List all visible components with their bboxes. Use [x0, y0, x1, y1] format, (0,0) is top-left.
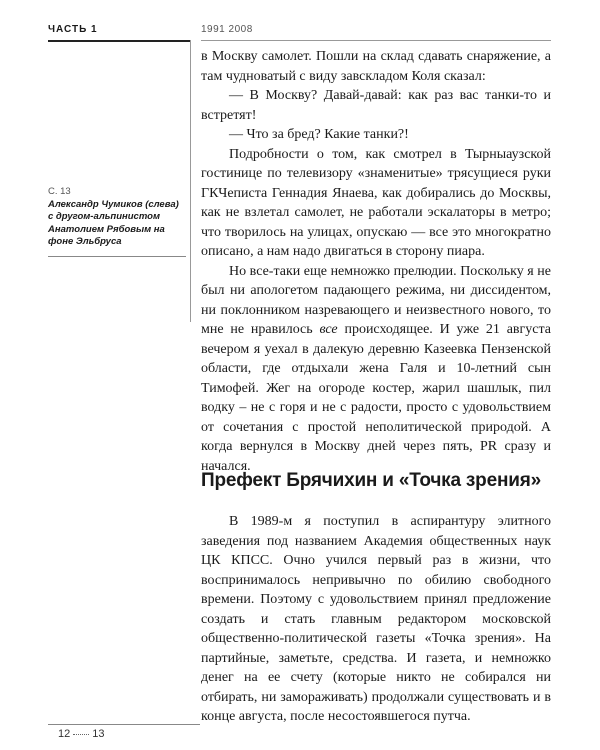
header-rule-main — [201, 40, 551, 41]
footer-rule — [48, 724, 200, 725]
page-number-separator — [73, 734, 89, 735]
dialogue-line: — В Москву? Давай-давай: как раз вас танки-то и встретят! — [201, 88, 551, 123]
section-heading: Префект Брячихин и «Точка зрения» — [201, 470, 541, 491]
emphasis: все — [319, 322, 338, 337]
section-header: ЧАСТЬ 1 — [48, 24, 98, 35]
margin-divider — [190, 40, 191, 322]
paragraph: Подробности о том, как смотрел в Тырныаузской гостинице по телевизору «знаменитые» трясущиеся руки ГКЧеписта Геннадия Янаева, как добирались до Москвы, как не взлетал самолет, не работали эскалаторы в метро; что творилось на улицах, опускаю — все это многократно описано, а нам надо двигаться в сторону пиара. — [201, 146, 551, 259]
margin-note — [48, 186, 186, 257]
paragraph: В 1989-м я поступил в аспирантуру элитного заведения под названием Академия общественных наук ЦК КПСС. Очно учился первый раз в жизни, что воспринималось непривычно по обилию свободного времени. Поэтому с удовольствием принял предложение создать и стать главным редактором московской общественно-политической газеты «Точка зрения». На партийные, заметьте, средства. И газета, и немножко денег на ее счету (которые никто не собирался ни отбирать, ни замораживать) продолжали существовать и в конце августа, после несостоявшегося путча. — [201, 514, 551, 724]
page-numbers — [58, 728, 105, 740]
page-number-right: 13 — [92, 728, 105, 740]
text-span: Но все-таки еще немножко прелюдии. Поскольку я не был ни апологетом падающего режима, ни диссидентом, ни поклонником назревающего и неизвестного нового, то мне не нравилось — [201, 263, 551, 337]
margin-page-ref: С. 13 — [48, 186, 71, 197]
section-text-column — [201, 512, 551, 727]
text-span: происходящее. И уже 21 августа вечером я уехал в далекую деревню Казеевка Пензенской области, где отдыхали жена Галя и 10-летний сын Тимофей. Жег на огороде костер, жарил шашлык, пил водку – не с горя и не с радости, просто с удовольствием от сочетания с простой неполитической природой. А когда вернулся в Москву дней через пять, PR сразу и начался. — [201, 322, 551, 474]
paragraph — [201, 262, 551, 477]
photo-caption: Александр Чумиков (слева) с другом-альпинистом Анатолием Рябовым на фоне Эльбруса — [48, 198, 179, 247]
running-header-years: 1991 2008 — [201, 24, 253, 35]
header-rule-left — [48, 40, 190, 42]
paragraph: в Москву самолет. Пошли на склад сдавать снаряжение, а там чудноватый с виду завскладом Коля сказал: — [201, 49, 551, 84]
body-text-column — [201, 47, 551, 476]
page-number-left: 12 — [58, 728, 71, 740]
dialogue-line: — Что за бред? Какие танки?! — [229, 127, 409, 142]
